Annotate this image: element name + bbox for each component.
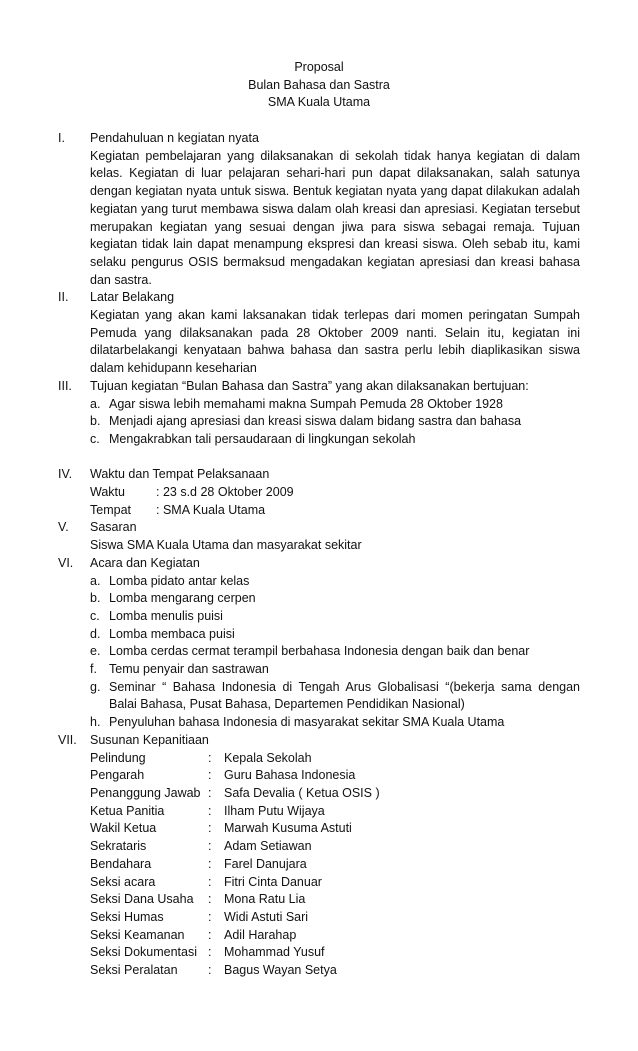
section-number: VII.: [58, 732, 77, 747]
committee-colon: :: [208, 786, 212, 800]
section-target: [58, 519, 580, 554]
list-marker: a.: [90, 573, 101, 588]
committee-member: Guru Bahasa Indonesia: [224, 768, 356, 783]
list-item-text: Lomba pidato antar kelas: [109, 573, 250, 588]
committee-colon: :: [208, 856, 212, 871]
committee-colon: :: [208, 892, 212, 907]
committee-colon: :: [208, 821, 212, 836]
section-paragraph: Kegiatan yang akan kami laksanakan tidak terlepas dari momen peringatan Sumpah Pemuda yang dilaksanakan pada 28 Oktober 2009 nanti. Selain itu, kegiatan ini dilatarbelakangi kenyataan bahwa bahasa dan sastra perlu lebih diaplikasikan siswa dalam kehidupann keseharian: [90, 308, 580, 376]
list-marker: e.: [90, 644, 101, 659]
committee-member: Bagus Wayan Setya: [224, 963, 337, 978]
list-item: [90, 608, 580, 626]
list-item-text: Temu penyair dan sastrawan: [109, 662, 269, 677]
section-title: Pendahuluan n kegiatan nyata: [90, 131, 259, 145]
committee-row: [90, 874, 580, 892]
section-committee: [58, 732, 580, 980]
committee-role: Seksi Keamanan: [90, 927, 185, 942]
list-marker: c.: [90, 431, 100, 446]
section-objectives: [58, 378, 580, 449]
committee-member: Ilham Putu Wijaya: [224, 803, 325, 818]
time-value: : 23 s.d 28 Oktober 2009: [156, 485, 294, 500]
list-item-text: Lomba cerdas cermat terampil berbahasa Indonesia dengan baik dan benar: [109, 644, 530, 659]
list-marker: b.: [90, 414, 101, 429]
committee-row: [90, 803, 580, 821]
committee-member: Adam Setiawan: [224, 839, 312, 854]
section-title: Latar Belakang: [90, 290, 175, 305]
section-number: II.: [58, 290, 69, 305]
committee-colon: :: [208, 963, 212, 978]
list-marker: h.: [90, 715, 101, 730]
header-title: Proposal: [294, 60, 344, 74]
committee-role: Penanggung Jawab: [90, 786, 201, 800]
section-number: IV.: [58, 467, 73, 482]
committee-row: [90, 891, 580, 909]
committee-member: Widi Astuti Sari: [224, 909, 309, 924]
list-item: [90, 431, 580, 449]
committee-role: Seksi Dana Usaha: [90, 892, 194, 907]
committee-row: [90, 927, 580, 945]
list-item-text: Agar siswa lebih memahami makna Sumpah Pemuda 28 Oktober 1928: [109, 396, 503, 411]
list-item: [90, 661, 580, 679]
section-number: VI.: [58, 555, 74, 570]
place-label: Tempat: [90, 502, 131, 517]
committee-colon: :: [208, 839, 212, 854]
committee-row: [90, 785, 580, 803]
committee-colon: :: [208, 909, 212, 924]
place-row: [90, 502, 580, 520]
list-item-text: Mengakrabkan tali persaudaraan di lingkungan sekolah: [109, 431, 416, 446]
section-title: Acara dan Kegiatan: [90, 555, 200, 570]
section-number: V.: [58, 520, 69, 535]
section-background: [58, 289, 580, 378]
section-time-place: [58, 466, 580, 519]
list-item: [90, 679, 580, 714]
committee-role: Sekrataris: [90, 839, 147, 854]
committee-colon: :: [208, 803, 212, 818]
place-value: : SMA Kuala Utama: [156, 502, 266, 517]
list-marker: f.: [90, 662, 97, 677]
section-paragraph: Kegiatan pembelajaran yang dilaksanakan di sekolah tidak hanya kegiatan di dalam kelas. Kegiatan di luar pelajaran sehari-hari pun dapat dilaksanakan, salah satunya dengan kegiatan nyata untuk siswa. Bentuk kegiatan nyata yang dapat dilakukan adalah kegiatan yang turut membawa siswa dalam olah kreasi dan apresiasi. Kegiatan tersebut merupakan kegiatan yang sesuai dengan jiwa para siswa sebagai remaja. Tujuan kegiatan tidak lain dapat menampung ekspresi dan kreasi siswa. Oleh sebab itu, kami selaku pengurus OSIS bermaksud mengadakan kegiatan apresiasi dan kreasi bahasa dan sastra.: [90, 148, 580, 287]
committee-row: [90, 944, 580, 962]
committee-member: Kepala Sekolah: [224, 750, 312, 765]
committee-role: Ketua Panitia: [90, 803, 165, 818]
list-marker: d.: [90, 626, 101, 641]
committee-role: Bendahara: [90, 856, 152, 871]
committee-role: Seksi Peralatan: [90, 963, 178, 978]
list-item: [90, 714, 580, 732]
committee-role: Seksi Humas: [90, 909, 164, 924]
list-item-text: Lomba menulis puisi: [109, 608, 223, 623]
list-marker: a.: [90, 396, 101, 411]
objectives-list: [90, 396, 580, 449]
document-body: [58, 130, 580, 980]
committee-row: [90, 750, 580, 768]
header-school-name: SMA Kuala Utama: [267, 95, 371, 109]
list-item: [90, 573, 580, 591]
committee-row: [90, 838, 580, 856]
committee-role: Wakil Ketua: [90, 821, 157, 836]
committee-row: [90, 767, 580, 785]
list-marker: b.: [90, 591, 101, 606]
committee-member: Mohammad Yusuf: [224, 945, 325, 960]
committee-member: Fitri Cinta Danuar: [224, 874, 322, 889]
committee-role: Pengarah: [90, 768, 145, 783]
committee-role: Pelindung: [90, 750, 146, 765]
committee-colon: :: [208, 945, 212, 960]
document-header: [0, 59, 638, 112]
list-item-text: Menjadi ajang apresiasi dan kreasi siswa dalam bidang sastra dan bahasa: [109, 414, 522, 429]
list-item: [90, 396, 580, 414]
section-introduction: [58, 130, 580, 289]
list-item: [90, 643, 580, 661]
section-number: III.: [58, 378, 72, 393]
committee-row: [90, 820, 580, 838]
section-title: Waktu dan Tempat Pelaksanaan: [90, 467, 270, 482]
spacer: [58, 449, 580, 467]
section-title: Tujuan kegiatan “Bulan Bahasa dan Sastra” yang akan dilaksanakan bertujuan:: [90, 378, 529, 393]
section-paragraph: Siswa SMA Kuala Utama dan masyarakat sekitar: [90, 538, 362, 553]
committee-role: Seksi Dokumentasi: [90, 945, 197, 960]
list-item-text: Lomba membaca puisi: [109, 626, 235, 641]
committee-member: Farel Danujara: [224, 856, 307, 871]
list-item-text: Penyuluhan bahasa Indonesia di masyarakat sekitar SMA Kuala Utama: [109, 715, 505, 730]
list-marker: c.: [90, 608, 100, 623]
time-label: Waktu: [90, 485, 125, 500]
header-event-name: Bulan Bahasa dan Sastra: [248, 77, 390, 92]
list-item-text: Lomba mengarang cerpen: [109, 591, 256, 606]
list-item: [90, 626, 580, 644]
committee-member: Mona Ratu Lia: [224, 892, 306, 907]
list-item: [90, 590, 580, 608]
committee-colon: :: [208, 927, 212, 942]
list-marker: g.: [90, 679, 101, 694]
committee-row: [90, 856, 580, 874]
committee-member: Marwah Kusuma Astuti: [224, 821, 352, 836]
list-item: [90, 413, 580, 431]
list-item-text: Seminar “ Bahasa Indonesia di Tengah Arus Globalisasi “(bekerja sama dengan Balai Bahasa, Pusat Bahasa, Departemen Pendidikan Nasional): [109, 679, 580, 712]
activities-list: [90, 573, 580, 732]
section-activities: [58, 555, 580, 732]
committee-member: Safa Devalia ( Ketua OSIS ): [224, 786, 380, 800]
committee-member: Adil Harahap: [224, 927, 297, 942]
committee-row: [90, 909, 580, 927]
section-title: Sasaran: [90, 520, 137, 535]
section-number: I.: [58, 131, 65, 145]
committee-row: [90, 962, 580, 980]
committee-table: [90, 750, 580, 980]
section-title: Susunan Kepanitiaan: [90, 732, 209, 747]
committee-colon: :: [208, 874, 212, 889]
committee-role: Seksi acara: [90, 874, 156, 889]
committee-colon: :: [208, 768, 212, 783]
time-row: [90, 484, 580, 502]
committee-colon: :: [208, 750, 212, 765]
